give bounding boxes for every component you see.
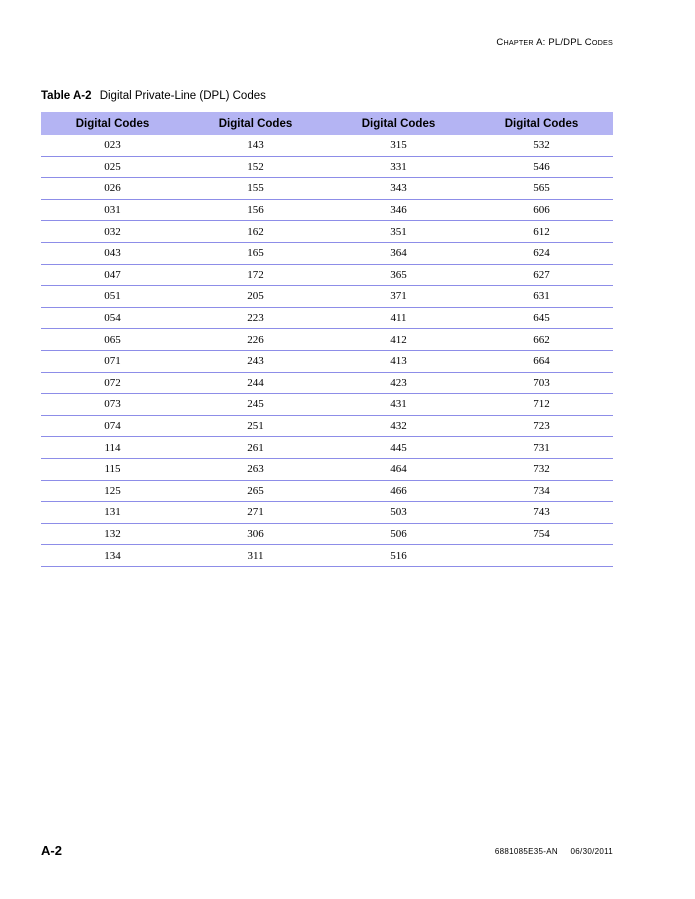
document-footer [495,847,613,856]
code-cell: 423 [327,372,470,394]
table-caption-label: Table A-2 [41,90,92,102]
table-body [41,135,613,566]
document-date: 06/30/2011 [570,847,613,856]
code-cell: 346 [327,199,470,221]
code-cell: 565 [470,178,613,200]
table-row [41,307,613,329]
code-cell: 261 [184,437,327,459]
chapter-ref: A: PL/DPL [533,37,585,48]
code-cell: 271 [184,502,327,524]
code-cell: 311 [184,545,327,567]
code-cell: 606 [470,199,613,221]
code-cell: 205 [184,286,327,308]
table-row [41,458,613,480]
section-rest: ODES [591,38,613,47]
code-cell: 051 [41,286,184,308]
code-cell: 731 [470,437,613,459]
code-cell: 074 [41,415,184,437]
code-cell: 025 [41,156,184,178]
code-cell: 134 [41,545,184,567]
table-row [41,286,613,308]
code-cell: 132 [41,523,184,545]
code-cell: 072 [41,372,184,394]
table-row [41,221,613,243]
code-cell: 306 [184,523,327,545]
table-row [41,480,613,502]
code-cell: 431 [327,394,470,416]
code-cell: 365 [327,264,470,286]
code-cell: 351 [327,221,470,243]
code-cell: 165 [184,242,327,264]
code-cell: 047 [41,264,184,286]
table-header-row [41,112,613,135]
code-cell: 023 [41,135,184,156]
chapter-word-initial: C [496,37,504,48]
page-number: A-2 [41,843,62,858]
chapter-word-rest: HAPTER [503,38,534,47]
code-cell: 263 [184,458,327,480]
code-cell: 226 [184,329,327,351]
table-row [41,199,613,221]
code-cell: 413 [327,350,470,372]
code-cell: 516 [327,545,470,567]
code-cell: 152 [184,156,327,178]
code-cell: 331 [327,156,470,178]
code-cell: 734 [470,480,613,502]
code-cell: 162 [184,221,327,243]
code-cell: 662 [470,329,613,351]
document-id: 6881085E35-AN [494,847,558,856]
code-cell: 223 [184,307,327,329]
table-row [41,178,613,200]
code-cell: 464 [327,458,470,480]
code-cell: 546 [470,156,613,178]
code-cell: 466 [327,480,470,502]
table-row [41,502,613,524]
code-cell: 243 [184,350,327,372]
code-cell: 743 [470,502,613,524]
code-cell: 506 [327,523,470,545]
running-header [496,37,613,48]
table-row [41,329,613,351]
code-cell: 315 [327,135,470,156]
code-cell: 244 [184,372,327,394]
column-header: Digital Codes [184,112,327,135]
code-cell: 411 [327,307,470,329]
table-row [41,135,613,156]
code-cell: 156 [184,199,327,221]
column-header: Digital Codes [41,112,184,135]
code-cell: 754 [470,523,613,545]
code-cell: 703 [470,372,613,394]
column-header: Digital Codes [470,112,613,135]
table-row [41,242,613,264]
table-row [41,372,613,394]
code-cell: 032 [41,221,184,243]
code-cell: 445 [327,437,470,459]
table-row [41,350,613,372]
code-cell: 631 [470,286,613,308]
code-cell: 071 [41,350,184,372]
code-cell: 624 [470,242,613,264]
code-cell: 172 [184,264,327,286]
table-caption-title: Digital Private-Line (DPL) Codes [99,90,266,102]
code-cell: 627 [470,264,613,286]
code-cell: 412 [327,329,470,351]
table-row [41,264,613,286]
code-cell: 065 [41,329,184,351]
code-cell: 712 [470,394,613,416]
code-cell [470,545,613,567]
code-cell: 245 [184,394,327,416]
code-cell: 026 [41,178,184,200]
table-row [41,394,613,416]
table-caption [41,90,266,102]
code-cell: 115 [41,458,184,480]
code-cell: 031 [41,199,184,221]
code-cell: 732 [470,458,613,480]
code-cell: 432 [327,415,470,437]
table-row [41,545,613,567]
code-cell: 364 [327,242,470,264]
code-cell: 131 [41,502,184,524]
code-cell: 532 [470,135,613,156]
code-cell: 251 [184,415,327,437]
dpl-codes-table [41,112,613,567]
code-cell: 054 [41,307,184,329]
code-cell: 645 [470,307,613,329]
code-cell: 723 [470,415,613,437]
code-cell: 612 [470,221,613,243]
code-cell: 664 [470,350,613,372]
table-row [41,156,613,178]
code-cell: 043 [41,242,184,264]
code-cell: 125 [41,480,184,502]
section-initial: C [584,37,592,48]
table-row [41,415,613,437]
code-cell: 503 [327,502,470,524]
column-header: Digital Codes [327,112,470,135]
code-cell: 073 [41,394,184,416]
code-cell: 343 [327,178,470,200]
code-cell: 114 [41,437,184,459]
table-row [41,523,613,545]
code-cell: 371 [327,286,470,308]
code-cell: 265 [184,480,327,502]
code-cell: 143 [184,135,327,156]
code-cell: 155 [184,178,327,200]
table-row [41,437,613,459]
